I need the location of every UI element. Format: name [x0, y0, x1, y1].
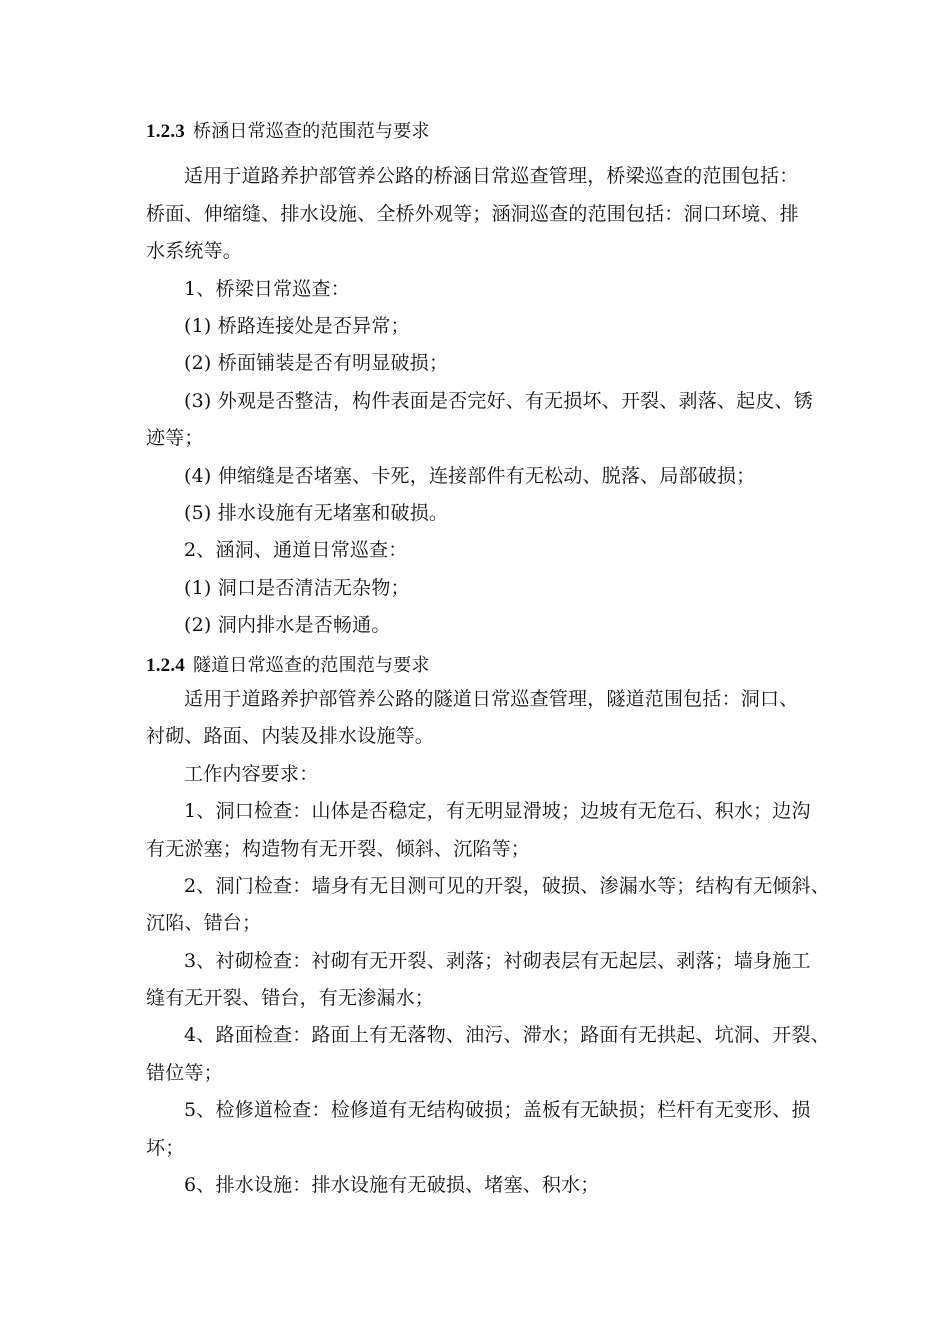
list-item-continuation: 有无淤塞；构造物有无开裂、倾斜、沉陷等； [146, 838, 531, 860]
list-item: (1) 洞口是否清洁无杂物； [184, 577, 410, 599]
section-number: 1.2.3 [146, 121, 185, 142]
list-item-continuation: 坏； [146, 1137, 185, 1159]
list-item: 3、衬砌检查：衬砌有无开裂、剥落；衬砌表层有无起层、剥落；墙身施工 [184, 950, 811, 972]
paragraph-line: 桥面、伸缩缝、排水设施、全桥外观等；涵洞巡查的范围包括：洞口环境、排 [146, 203, 799, 225]
list-item-continuation: 迹等； [146, 427, 204, 449]
list-item-continuation: 错位等； [146, 1062, 223, 1084]
paragraph-line: 适用于道路养护部管养公路的隧道日常巡查管理，隧道范围包括：洞口、 [184, 688, 799, 710]
list-item: (2) 桥面铺装是否有明显破损； [184, 352, 449, 374]
list-item: 5、检修道检查：检修道有无结构破损；盖板有无缺损；栏杆有无变形、损 [184, 1099, 811, 1121]
list-item: 4、路面检查：路面上有无落物、油污、滞水；路面有无拱起、坑洞、开裂、 [184, 1024, 830, 1046]
section-title: 隧道日常巡查的范围范与要求 [193, 655, 430, 676]
list-item: (4) 伸缩缝是否堵塞、卡死，连接部件有无松动、脱落、局部破损； [184, 465, 756, 487]
section-number: 1.2.4 [146, 655, 185, 676]
list-item: (5) 排水设施有无堵塞和破损。 [184, 502, 449, 524]
section-heading-1-2-4 [146, 654, 430, 678]
section-title: 桥涵日常巡查的范围范与要求 [193, 121, 430, 142]
list-item: (2) 洞内排水是否畅通。 [184, 614, 391, 636]
list-heading: 2、涵洞、通道日常巡查： [184, 539, 408, 561]
paragraph-line: 适用于道路养护部管养公路的桥涵日常巡查管理，桥梁巡查的范围包括： [184, 165, 799, 187]
list-item: (1) 桥路连接处是否异常； [184, 315, 410, 337]
paragraph-line: 衬砌、路面、内装及排水设施等。 [146, 725, 435, 747]
list-item: 1、洞口检查：山体是否稳定，有无明显滑坡；边坡有无危石、积水；边沟 [184, 800, 811, 822]
list-item: (3) 外观是否整洁，构件表面是否完好、有无损坏、开裂、剥落、起皮、锈 [184, 390, 813, 412]
paragraph-line: 水系统等。 [146, 240, 243, 262]
list-item-continuation: 沉陷、错台； [146, 912, 262, 934]
list-item-continuation: 缝有无开裂、错台，有无渗漏水； [146, 987, 435, 1009]
list-heading: 1、桥梁日常巡查： [184, 278, 350, 300]
list-item: 6、排水设施：排水设施有无破损、堵塞、积水； [184, 1174, 600, 1196]
section-heading-1-2-3 [146, 120, 430, 144]
list-item: 2、洞门检查：墙身有无目测可见的开裂，破损、渗漏水等；结构有无倾斜、 [184, 875, 830, 897]
list-heading: 工作内容要求： [184, 763, 319, 785]
